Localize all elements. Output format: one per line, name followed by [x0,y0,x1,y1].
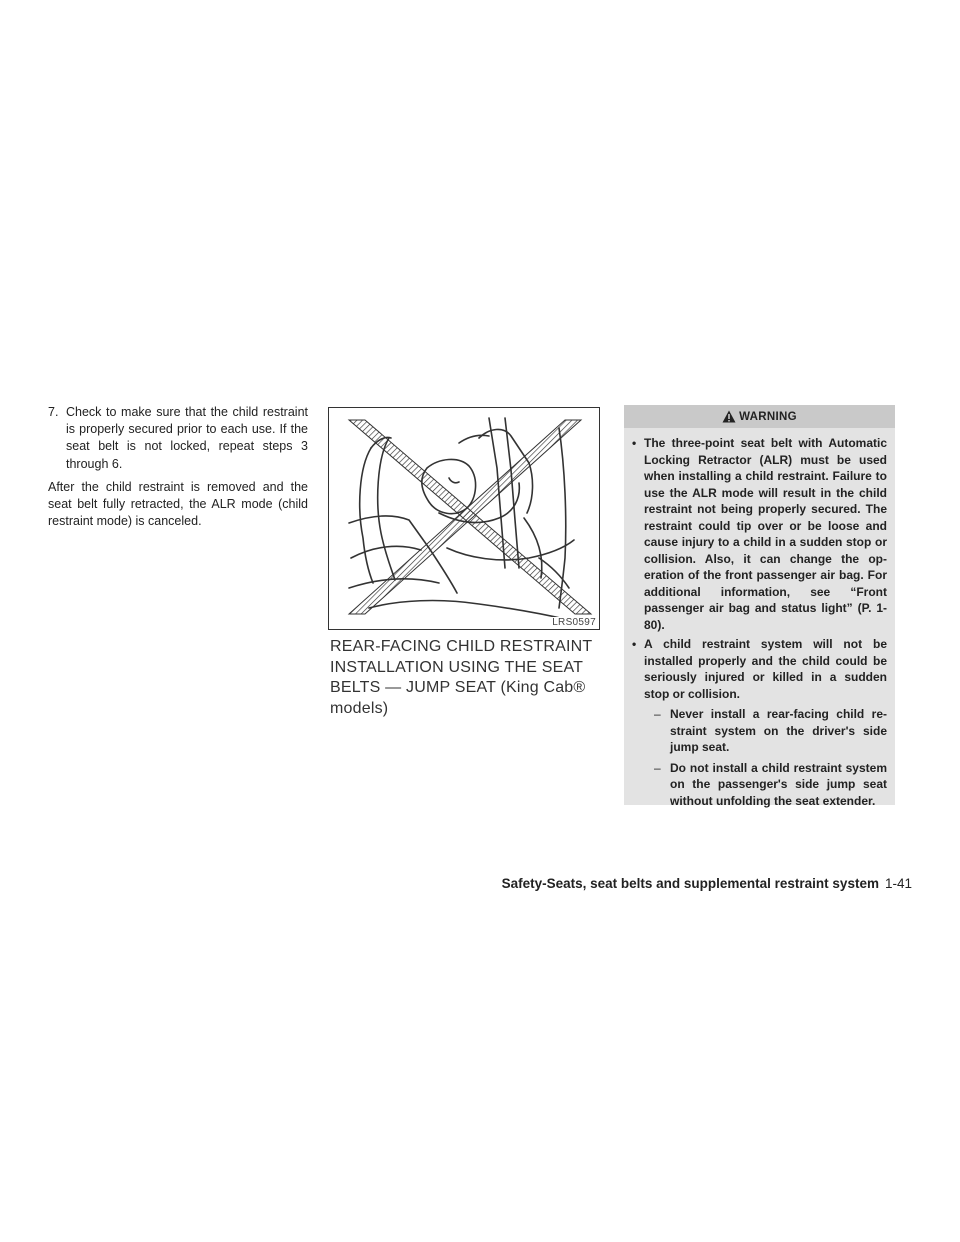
warning-subitem-text: Do not install a child restraint system on the passenger's side jump seat without unfolding the seat extender. [670,760,887,808]
dash-icon: – [654,760,661,775]
warning-bullet-text: The three-point seat belt with Automatic Locking Retractor (ALR) must be used when installing a child restraint. Failure to use the ALR mode will result in the child restraint not being properly secured. The restraint could tip over or be loose and cause injury to a child in a sudden stop or collision. Also, it can change the operation of the front passenger air bag. For additional information, see “Front passenger air bag and status light” (P. 1-80). [644,436,887,632]
figure-label: LRS0597 [552,617,596,628]
bullet-dot-icon: • [632,637,637,651]
warning-title: WARNING [739,410,797,423]
left-column [48,404,308,530]
warning-bullet-text: A child restraint system will not be installed properly and the child could be seriously injured or killed in a sudden stop or collision. [644,637,887,701]
crossed-out-illustration [329,408,600,630]
warning-body [624,428,895,809]
section-heading: REAR-FACING CHILD RESTRAINT INSTALLATION USING THE SEAT BELTS — JUMP SEAT (King Cab® models) [330,638,593,717]
warning-header [624,405,895,428]
page-footer [502,876,912,891]
warning-subitem-text: Never install a rear-facing child restraint system on the driver's side jump seat. [670,707,887,754]
page-number: 1-41 [884,876,912,891]
step-text: Check to make sure that the child restraint is properly secured prior to each use. If the seat belt is not locked, repeat steps 3 through 6. [66,405,308,471]
warning-bullet [632,435,887,633]
warning-box [624,405,895,808]
warning-triangle-icon [722,410,736,423]
warning-subitem [654,706,887,756]
figure-child-restraint-illustration [328,407,600,630]
after-paragraph: After the child restraint is removed and the seat belt fully retracted, the ALR mode (child restraint mode) is canceled. [48,479,308,529]
footer-section-title: Safety-Seats, seat belts and supplemental restraint system [501,876,879,891]
dash-icon: – [654,707,661,721]
step-7 [48,404,308,473]
step-number: 7. [48,405,59,419]
bullet-dot-icon: • [632,436,637,450]
warning-bullet [632,636,887,702]
warning-subitem [654,760,887,810]
